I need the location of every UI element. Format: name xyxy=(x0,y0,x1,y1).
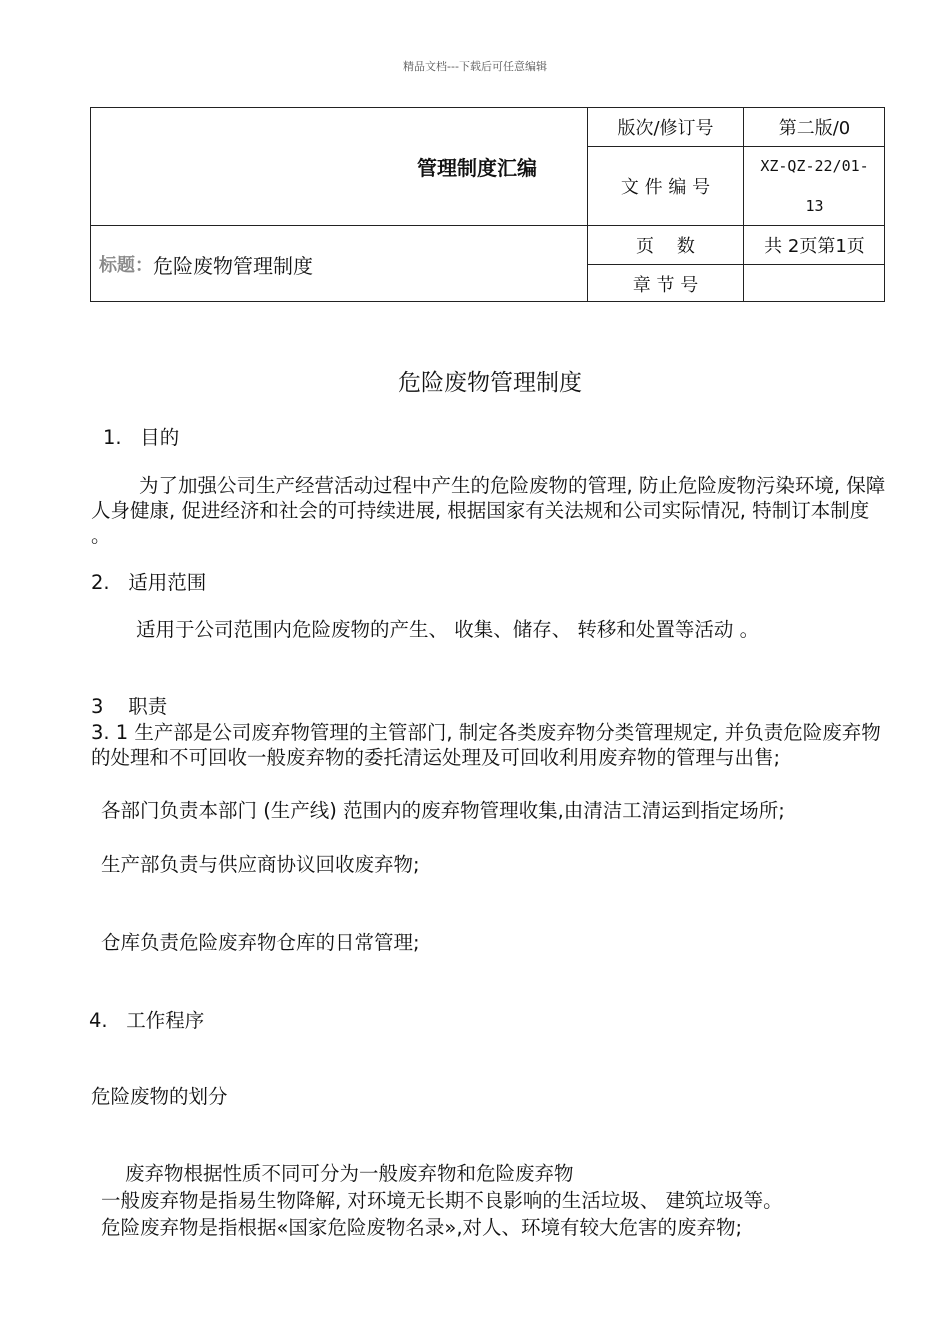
doc-number-value xyxy=(744,147,885,225)
document-title: 危险废物管理制度 xyxy=(398,370,582,396)
section-3-heading: 3 职责 xyxy=(91,695,168,718)
section-2-heading: 2. 适用范围 xyxy=(91,571,207,594)
section-3-2-paragraph: 各部门负责本部门 (生产线) 范围内的废弃物管理收集,由清洁工清运到指定场所; xyxy=(101,799,785,822)
section-4-paragraph-1: 废弃物根据性质不同可分为一般废弃物和危险废弃物 xyxy=(125,1162,574,1185)
section-2-paragraph: 适用于公司范围内危险废物的产生、 收集、储存、 转移和处置等活动 。 xyxy=(136,618,760,641)
doc-number-line1: XZ-QZ-22/01- xyxy=(760,157,869,175)
collection-title-cell xyxy=(91,108,587,225)
header-table xyxy=(90,107,885,302)
section-4-heading: 4. 工作程序 xyxy=(89,1009,205,1032)
version-label: 版次/修订号 xyxy=(617,118,714,139)
section-3-3-paragraph: 生产部负责与供应商协议回收废弃物; xyxy=(101,853,420,876)
section-4-paragraph-2: 一般废弃物是指易生物降解, 对环境无长期不良影响的生活垃圾、 建筑垃圾等。 xyxy=(101,1189,783,1212)
watermark: 精品文档---下载后可任意编辑 xyxy=(403,60,547,73)
section-4-subheading: 危险废物的划分 xyxy=(91,1085,228,1108)
collection-title: 管理制度汇编 xyxy=(417,156,537,180)
pages-value: 共 2页第1页 xyxy=(764,236,865,257)
chapter-value xyxy=(744,265,885,302)
section-3-1-paragraph: 3. 1 生产部是公司废弃物管理的主管部门, 制定各类废弃物分类管理规定, 并负责危险废弃物的处理和不可回收一般废弃物的委托清运处理及可回收利用废弃物的管理与出售; xyxy=(91,721,881,769)
chapter-label: 章 节 号 xyxy=(632,274,699,296)
section-1-heading: 1. 目的 xyxy=(103,426,180,449)
title-cell xyxy=(91,226,587,302)
version-value: 第二版/0 xyxy=(778,118,851,139)
doc-number-line2: 13 xyxy=(805,197,824,215)
section-3-4-paragraph: 仓库负责危险废弃物仓库的日常管理; xyxy=(101,931,420,954)
section-4-paragraph-3: 危险废弃物是指根据«国家危险废物名录»,对人、环境有较大危害的废弃物; xyxy=(101,1216,743,1239)
pages-label: 页 数 xyxy=(636,236,695,257)
title-prefix: 标题： xyxy=(99,255,153,276)
doc-number-label: 文 件 编 号 xyxy=(620,177,711,198)
section-1-paragraph: 为了加强公司生产经营活动过程中产生的危险废物的管理, 防止危险废物污染环境, 保障人身健康, 促进经济和社会的可持续进展, 根据国家有关法规和公司实际情况, 特制订本制度 。 xyxy=(91,474,886,547)
title-text: 危险废物管理制度 xyxy=(153,253,313,278)
